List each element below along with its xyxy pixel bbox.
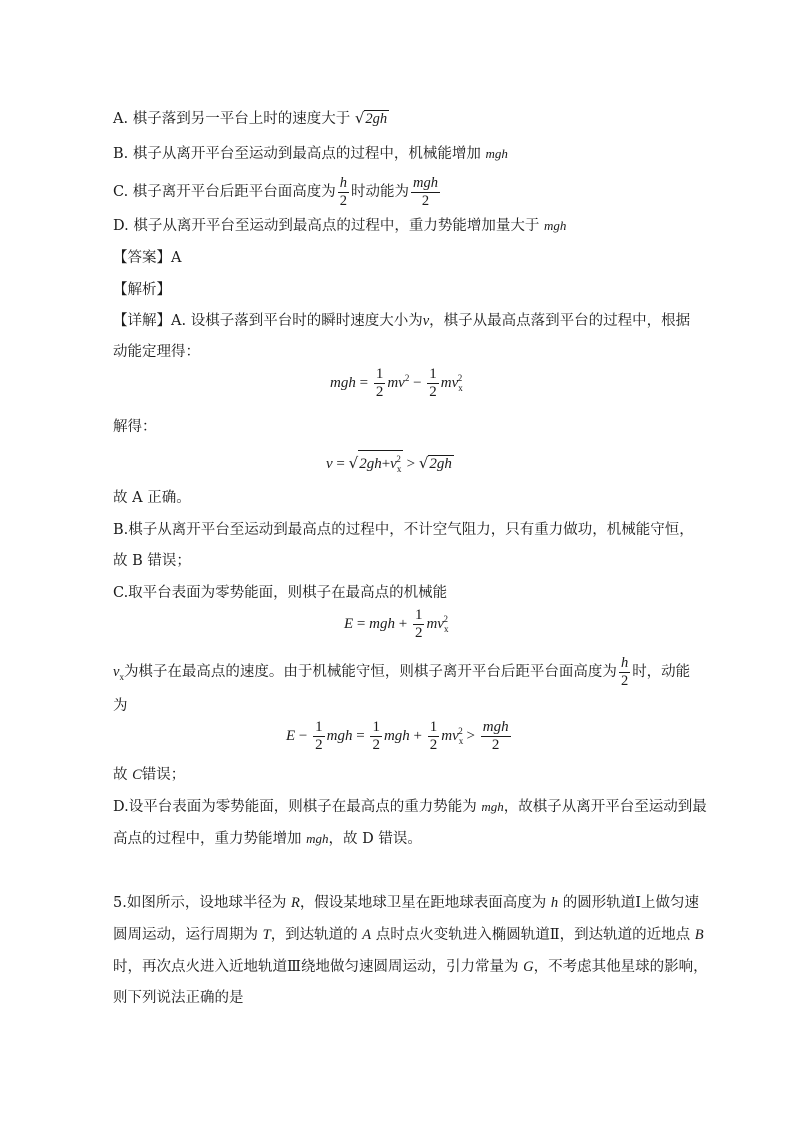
frac-h-over-2: $\frac{h}{2}$ xyxy=(339,174,348,209)
q5-line1: 5.如图所示，设地球半径为 R，假设某地球卫星在距地球表面高度为 h 的圆形轨道Ⅰ上做匀速 xyxy=(113,895,700,911)
option-b xyxy=(113,144,508,164)
q5-line2: 圆周运动，运行周期为 T，到达轨道的 A 点时点火变轨进入椭圆轨道Ⅱ，到达轨道的近地点 B xyxy=(113,927,704,943)
option-a-text: A. 棋子落到另一平台上时的速度大于 xyxy=(113,111,355,127)
option-c-text: C. 棋子离开平台后距平台面高度为 xyxy=(113,184,336,200)
c-vx-text: 为棋子在最高点的速度。由于机械能守恒，则棋子离开平台后距平台面高度为 xyxy=(123,664,617,680)
sqrt-symbol: √ xyxy=(354,109,365,127)
option-a xyxy=(113,108,389,129)
b-text: B.棋子从离开平台至运动到最高点的过程中，不计空气阻力，只有重力做功，机械能守恒， xyxy=(113,522,694,538)
answer-label: 【答案】A xyxy=(113,250,182,266)
equation-kinetic-energy: mgh = $\frac{1}{2}$ $mv^2$ − $\frac{1}{2}$ $mv_x^2$ xyxy=(330,366,463,400)
option-b-text: B. 棋子从离开平台至运动到最高点的过程中，机械能增加 xyxy=(113,146,486,162)
q5-line4: 则下列说法正确的是 xyxy=(113,990,244,1006)
frac-h-over-2-b: $\frac{h}{2}$ xyxy=(620,654,629,689)
solve-label: 解得： xyxy=(113,419,157,435)
equation-kinetic-compare: E − $\frac{1}{2}$ mgh = $\frac{1}{2}$ mgh + $\frac{1}{2}$ $mv_x^2$ > $\frac{\text{mgh}}{2}$ xyxy=(286,719,509,753)
c-text: C.取平台表面为零势能面，则棋子在最高点的机械能 xyxy=(113,585,448,601)
detail-a-line2: 动能定理得： xyxy=(113,344,200,360)
option-b-mgh: mgh xyxy=(485,146,508,161)
b-wrong: 故 B 错误； xyxy=(113,553,191,569)
option-c-mid: 时动能为 xyxy=(351,184,410,200)
frac-mgh-over-2: $\frac{\text{mgh}}{2}$ xyxy=(413,174,439,209)
var-v: v xyxy=(422,313,430,329)
equation-speed: $v = √2gh+v_x^2 > √2gh$ xyxy=(326,450,454,478)
c-wrong: 故 C错误； xyxy=(113,767,186,783)
q5-line3: 时，再次点火进入近地轨道Ⅲ绕地做匀速圆周运动，引力常量为 G，不考虑其他星球的影响， xyxy=(113,959,708,975)
analysis-label: 【解析】 xyxy=(113,282,171,298)
c-vx-line xyxy=(113,652,690,692)
option-d xyxy=(113,216,566,236)
c-wei: 为 xyxy=(113,698,128,714)
a-correct: 故 A 正确。 xyxy=(113,490,191,506)
d-text-line2: 高点的过程中，重力势能增加 mgh，故 D 错误。 xyxy=(113,831,422,847)
var-vx: $v_x$ xyxy=(113,664,124,682)
d-text-line1: D.设平台表面为零势能面，则棋子在最高点的重力势能为 mgh，故棋子从离开平台至运动到最 xyxy=(113,799,707,815)
c-vx-tail: 时，动能 xyxy=(632,664,691,680)
option-c xyxy=(113,172,442,212)
option-d-text: D. 棋子从离开平台至运动到最高点的过程中，重力势能增加量大于 xyxy=(113,218,544,234)
option-d-mgh: mgh xyxy=(543,218,567,233)
detail-a-text: 【详解】A. 设棋子落到平台时的瞬时速度大小为 xyxy=(113,313,423,329)
detail-a-line1 xyxy=(113,311,690,331)
detail-a-text-2: ，棋子从最高点落到平台的过程中，根据 xyxy=(429,313,691,329)
equation-mechanical-energy: E = mgh + $\frac{1}{2}$ $mv_x^2$ xyxy=(344,607,449,641)
option-a-formula: 2gh xyxy=(365,111,388,127)
